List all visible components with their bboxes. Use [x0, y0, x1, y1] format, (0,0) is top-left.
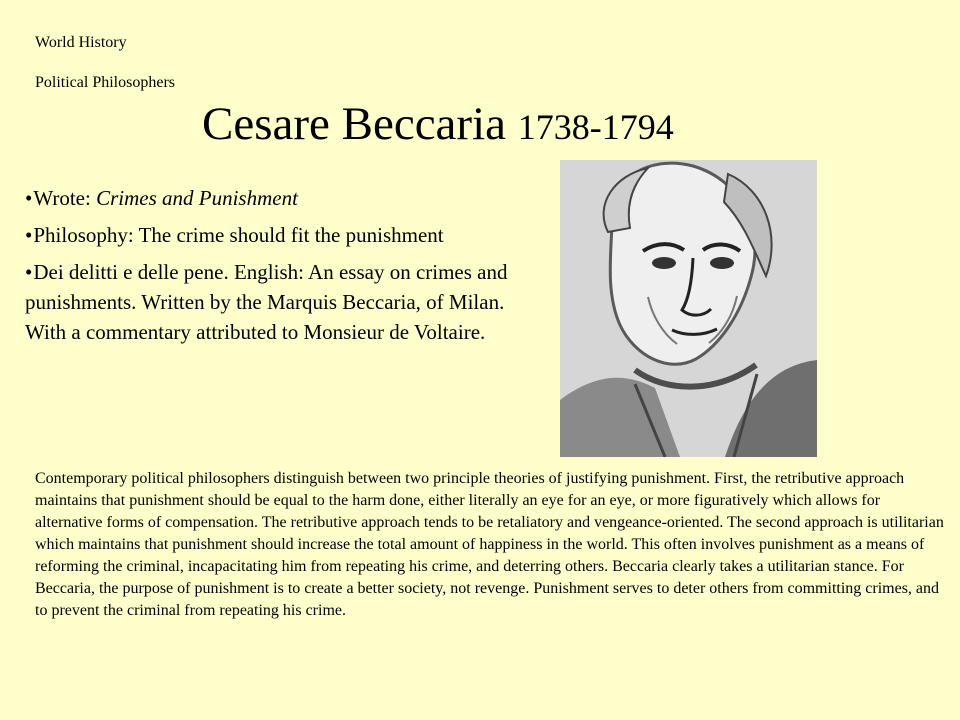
bullet-item	[25, 183, 545, 213]
bullet-dot: •	[25, 186, 33, 210]
commentary-paragraph: Contemporary political philosophers distinguish between two principle theories of justifying punishment. First, the retributive approach maintains that punishment should be equal to the harm done, either literally an eye for an eye, or more figuratively which allows for alternative forms of compensation. The retributive approach tends to be retaliatory and vengeance-oriented. The second approach is utilitarian which maintains that punishment should increase the total amount of happiness in the world. This often involves punishment as a means of reforming the criminal, incapacitating him from repeating his crime, and deterring others. Beccaria clearly takes a utilitarian stance. For Beccaria, the purpose of punishment is to create a better society, not revenge. Punishment serves to deter others from committing crimes, and to prevent the criminal from repeating his crime.	[35, 470, 944, 619]
bullet-item	[25, 257, 545, 347]
topic-label: Political Philosophers	[35, 74, 175, 91]
portrait-engraving-icon	[560, 160, 817, 457]
book-title: Crimes and Punishment	[96, 186, 298, 210]
title-years: 1738-1794	[517, 107, 674, 147]
bullet-text: Dei delitti e delle pene. English: An essay on crimes and punishments. Written by the Marquis Beccaria, of Milan. With a commentary attributed to Monsieur de Voltaire.	[25, 260, 508, 344]
bullet-list	[25, 183, 545, 354]
title-name: Cesare Beccaria	[202, 98, 518, 150]
bullet-item	[25, 220, 545, 250]
slide-title	[202, 96, 674, 155]
course-label: World History	[35, 34, 127, 51]
portrait-image	[560, 160, 817, 457]
bullet-dot: •	[25, 223, 33, 247]
bullet-dot: •	[25, 260, 33, 284]
bullet-text: Philosophy: The crime should fit the punishment	[33, 223, 444, 247]
bullet-prefix: Wrote:	[33, 186, 97, 210]
